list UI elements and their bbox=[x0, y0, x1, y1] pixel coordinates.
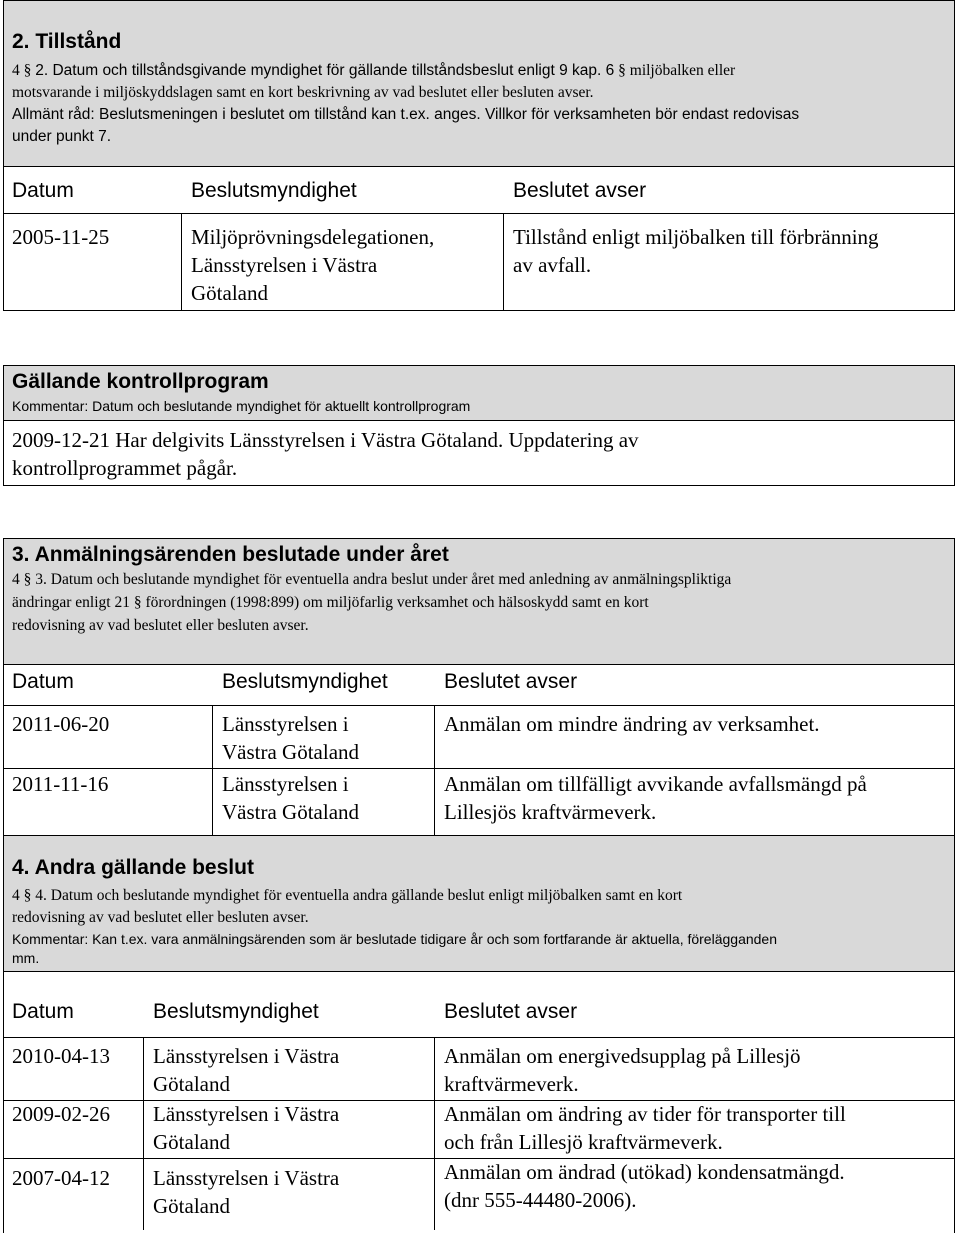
kontroll-text-1: 2009-12-21 Har delgivits Länsstyrelsen i Västra Götaland. Uppdatering av bbox=[12, 428, 639, 452]
section3-ref-line1 bbox=[12, 569, 731, 591]
section3-row2-myndighet-2: Västra Götaland bbox=[222, 800, 360, 824]
section4-header-myndighet: Beslutsmyndighet bbox=[153, 1000, 319, 1023]
section3-ref-line2 bbox=[12, 592, 649, 614]
section4-comment-1: Kommentar: Kan t.ex. vara anmälningsärenden som är beslutade tidigare år och som fortfarande är aktuella, förelägganden bbox=[12, 931, 777, 947]
section3-line3: redovisning av vad beslutet eller besluten avser. bbox=[12, 617, 309, 634]
paragraph-icon: § bbox=[23, 571, 32, 588]
section2-row1-myndighet-2: Länsstyrelsen i Västra bbox=[191, 253, 378, 277]
section3-title: 3. Anmälningsärenden beslutade under året bbox=[12, 543, 449, 566]
section2-table-header-divider bbox=[3, 213, 955, 214]
section4-row3-avser-1: Anmälan om ändrad (utökad) kondensatmängd. bbox=[444, 1160, 845, 1184]
section2-row1-avser-2: av avfall. bbox=[513, 253, 592, 277]
section3-col-divider-2 bbox=[434, 705, 435, 836]
section3-header-avser: Beslutet avser bbox=[444, 670, 578, 693]
section4-col-divider-2 bbox=[434, 1037, 435, 1230]
section3-row1-datum: 2011-06-20 bbox=[12, 712, 110, 736]
section4-row2-myndighet-1: Länsstyrelsen i Västra bbox=[153, 1102, 340, 1126]
section2-line4: under punkt 7. bbox=[12, 128, 112, 145]
section3-header-datum: Datum bbox=[12, 670, 74, 693]
section4-row3-myndighet-1: Länsstyrelsen i Västra bbox=[153, 1166, 340, 1190]
section4-col-divider-1 bbox=[143, 1037, 144, 1230]
section2-row1-myndighet-1: Miljöprövningsdelegationen, bbox=[191, 225, 435, 249]
section4-comment-2: mm. bbox=[12, 950, 40, 966]
section4-row1-avser-2: kraftvärmeverk. bbox=[444, 1072, 579, 1096]
section3-row2-datum: 2011-11-16 bbox=[12, 772, 109, 796]
section4-header-avser: Beslutet avser bbox=[444, 1000, 578, 1023]
section2-row1-myndighet-3: Götaland bbox=[191, 281, 268, 305]
section4-row2-avser-2: och från Lillesjö kraftvärmeverk. bbox=[444, 1130, 723, 1154]
section4-row1-myndighet-1: Länsstyrelsen i Västra bbox=[153, 1044, 340, 1068]
section3-col-divider-1 bbox=[212, 705, 213, 836]
section4-row3-myndighet-2: Götaland bbox=[153, 1194, 230, 1218]
section2-col-divider-1 bbox=[181, 213, 182, 311]
section3-row2-avser-2: Lillesjös kraftvärmeverk. bbox=[444, 800, 657, 824]
section3-row1-myndighet-2: Västra Götaland bbox=[222, 740, 360, 764]
section4-row1-myndighet-2: Götaland bbox=[153, 1072, 230, 1096]
section2-row1-avser-1: Tillstånd enligt miljöbalken till förbränning bbox=[513, 225, 879, 249]
section3-ref-prefix: 4 bbox=[12, 571, 20, 588]
kontroll-title: Gällande kontrollprogram bbox=[12, 370, 269, 393]
section4-ref-prefix: 4 bbox=[12, 887, 20, 904]
section2-ref-rest: 2. Datum och tillståndsgivande myndighet för gällande tillståndsbeslut enligt 9 kap. 6 bbox=[35, 62, 615, 79]
section4-title: 4. Andra gällande beslut bbox=[12, 856, 254, 879]
section3-header-myndighet: Beslutsmyndighet bbox=[222, 670, 388, 693]
section2-header-myndighet: Beslutsmyndighet bbox=[191, 179, 357, 202]
section2-header-avser: Beslutet avser bbox=[513, 179, 647, 202]
section4-row3-datum: 2007-04-12 bbox=[12, 1166, 110, 1190]
section4-line2: redovisning av vad beslutet eller besluten avser. bbox=[12, 909, 309, 926]
section2-title: 2. Tillstånd bbox=[12, 30, 122, 53]
section2-header-datum: Datum bbox=[12, 179, 74, 202]
section3-row1-myndighet-1: Länsstyrelsen i bbox=[222, 712, 349, 736]
section4-line1: 4. Datum och beslutande myndighet för eventuella andra gällande beslut enligt miljöbalken samt en kort bbox=[35, 887, 683, 904]
section2-row1-datum: 2005-11-25 bbox=[12, 225, 110, 249]
section2-col-divider-2 bbox=[503, 213, 504, 311]
section4-row2-avser-1: Anmälan om ändring av tider för transporter till bbox=[444, 1102, 846, 1126]
section3-row1-avser-1: Anmälan om mindre ändring av verksamhet. bbox=[444, 712, 820, 736]
paragraph-icon: § bbox=[23, 62, 32, 79]
section3-row-divider-1 bbox=[3, 768, 955, 769]
section4-table-header-divider bbox=[3, 1037, 955, 1038]
section4-row2-datum: 2009-02-26 bbox=[12, 1102, 110, 1126]
section4-row3-avser-2: (dnr 555-44480-2006). bbox=[444, 1188, 637, 1212]
section2-line2: motsvarande i miljöskyddslagen samt en kort beskrivning av vad beslutet eller besluten avser. bbox=[12, 84, 594, 101]
section3-table-header-divider bbox=[3, 705, 955, 706]
section3-line2b: förordningen (1998:899) om miljöfarlig verksamhet och hälsoskydd samt en kort bbox=[145, 594, 649, 611]
kontroll-comment: Kommentar: Datum och beslutande myndighet för aktuellt kontrollprogram bbox=[12, 398, 471, 414]
section2-line3: Allmänt råd: Beslutsmeningen i beslutet om tillstånd kan t.ex. anges. Villkor för verksamheten bör endast redovisas bbox=[12, 106, 800, 123]
section4-row1-avser-1: Anmälan om energivedsupplag på Lillesjö bbox=[444, 1044, 801, 1068]
paragraph-icon: § bbox=[133, 594, 142, 611]
section2-ref-rest2: miljöbalken eller bbox=[629, 62, 736, 79]
paragraph-icon: § bbox=[618, 62, 626, 79]
section3-row2-myndighet-1: Länsstyrelsen i bbox=[222, 772, 349, 796]
section4-row1-datum: 2010-04-13 bbox=[12, 1044, 110, 1068]
kontroll-text-2: kontrollprogrammet pågår. bbox=[12, 456, 238, 480]
section3-line1: 3. Datum och beslutande myndighet för eventuella andra beslut under året med anledning av anmälningspliktiga bbox=[35, 571, 732, 588]
section4-row2-myndighet-2: Götaland bbox=[153, 1130, 230, 1154]
section2-ref-line1 bbox=[12, 60, 735, 82]
section2-ref-prefix: 4 bbox=[12, 62, 20, 79]
section4-ref-line1 bbox=[12, 885, 682, 907]
section4-header-datum: Datum bbox=[12, 1000, 74, 1023]
paragraph-icon: § bbox=[23, 887, 32, 904]
section3-row2-avser-1: Anmälan om tillfälligt avvikande avfallsmängd på bbox=[444, 772, 867, 796]
section3-line2a: ändringar enligt 21 bbox=[12, 594, 130, 611]
